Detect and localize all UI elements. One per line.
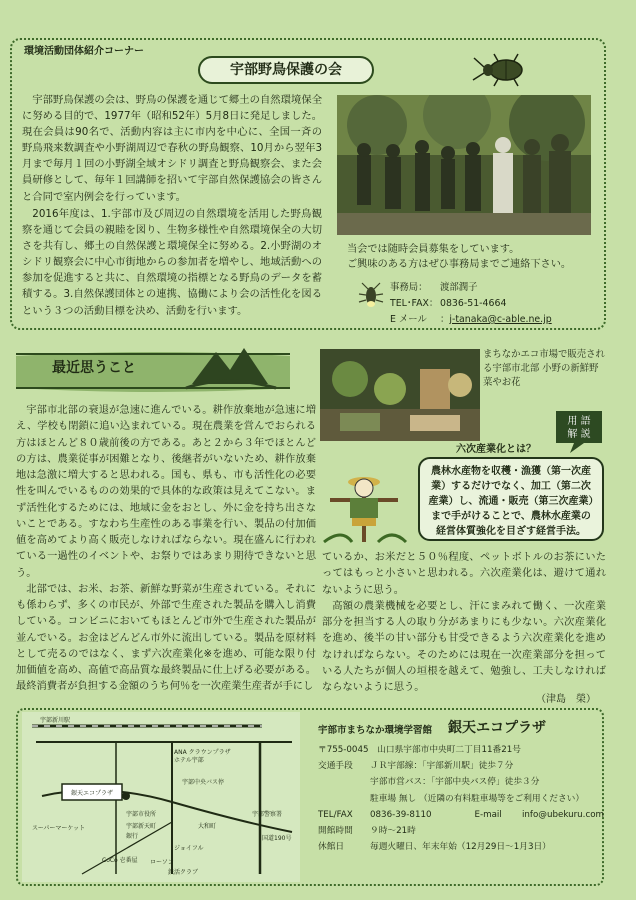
recruit-text xyxy=(347,242,597,272)
map-bank: 銀行 xyxy=(126,833,139,840)
facility-email[interactable]: info@ubekuru.com xyxy=(521,809,604,820)
closed-days: 毎週火曜日、年末年始（12月29日～1月3日） xyxy=(370,842,551,853)
map-market: スーパーマーケット xyxy=(32,825,86,832)
glossary-box xyxy=(418,457,604,541)
office-name: 渡部潤子 xyxy=(440,282,478,293)
map-ana2: ホテル宇部 xyxy=(174,757,204,764)
club-tel-label: TEL･FAX： xyxy=(390,298,439,309)
map-bus: 宇部中央バス停 xyxy=(182,779,225,786)
birdwatching-photo xyxy=(337,95,591,235)
map-daiwa: 大和町 xyxy=(198,823,217,830)
market-photo xyxy=(320,349,480,441)
essay-right-p1: ているか、お米だと５０％程度、ペットボトルのお茶にいたってはもっと小さいと思われる。六次産業化は、避けて通れないように思う。 xyxy=(322,551,606,596)
essay-right-p2: 高額の農業機械を必要とし、汗にまみれて働く、一次産業部分を担当する人の取り分があまりにも少ない。六次産業化を進め、後半の甘い部分も甘受できるよう六次産業化を進めなければならない。そのためには現在一次産業部分を担っている人たちが個人の垣根を越えて、勉強し、工夫しなければならないように思う。 xyxy=(322,599,606,693)
beetle-icon xyxy=(470,50,532,90)
svg-text:解 説: 解 説 xyxy=(567,429,591,440)
map-motomachi: 国道190号 xyxy=(262,835,292,842)
club-email-sep: ： xyxy=(440,314,450,325)
hours-label: 開館時間 xyxy=(318,826,353,837)
market-photo-caption: まちなかエコ市場で販売される宇部市北部 小野の新鮮野菜やお花 xyxy=(483,349,605,388)
map-station: 宇部新川駅 xyxy=(40,717,71,724)
author: （津島 榮） xyxy=(536,694,596,705)
facility-name: 銀天エコプラザ xyxy=(448,720,546,736)
access-jr: ＪＲ宇部線：「宇部新川駅」徒歩７分 xyxy=(370,761,514,772)
column-title: 最近思うこと xyxy=(52,360,136,376)
access-map xyxy=(22,712,300,882)
facility-info xyxy=(318,742,604,855)
glossary-text: 農林水産物を収穫・漁獲（第一次産業）するだけでなく、加工（第二次産業）し、流通・販売（第三次産業）まで手がけることで、農林水産業の経営体質強化を目ざす経営手法。 xyxy=(428,466,594,537)
map-kinrin: 宇部市役所 xyxy=(126,811,157,818)
club-email-label: E メール xyxy=(390,314,427,325)
access-label: 交通手段 xyxy=(318,761,353,772)
glossary-term: 六次産業化とは？ xyxy=(456,444,536,455)
map-police: 宇部警察署 xyxy=(252,811,283,818)
map-boat: 鉄活クラブ xyxy=(168,869,199,876)
office-label: 事務局： xyxy=(390,282,428,293)
map-jyoifuru: ジョイフル xyxy=(174,845,204,852)
recruit-line-1: 当会では随時会員募集をしています。 xyxy=(347,244,520,255)
facility-tel-label: TEL/FAX xyxy=(318,809,353,820)
glossary-badge xyxy=(552,407,606,455)
map-ana: ANA クラウンプラザ xyxy=(174,749,231,756)
essay-right xyxy=(322,549,606,695)
recruit-line-2: ご興味のある方はぜひ事務局までご連絡下さい。 xyxy=(347,259,572,270)
facility-address: 〒755-0045 山口県宇部市中央町二丁目11番21号 xyxy=(318,745,521,755)
map-suehiro: 宇部新天町 xyxy=(126,823,157,830)
club-activities-text: 2016年度は、1.宇部市及び周辺の自然環境を活用した野鳥観察を通じて会員の親睦を図り、生物多様性や自然環境保全の大切さを共有し、郷土の自然保護と環境保全に努める。2.小野湖のオシドリ観察会に中心市街地からの参加者を増やし、地域活動への参加を促進すると共に、自然環境の指標となる野鳥のデータを蓄積する。3.自然保護団体との連携、協働により会の活性化を図るという３つの活動目標を決め、活動を行います。 xyxy=(22,208,322,317)
closed-label: 休館日 xyxy=(318,842,345,853)
essay-left xyxy=(16,402,316,695)
essay-left-p2: 北部では、お米、お茶、新鮮な野菜が生産されている。それにも係わらず、多くの市民が、外部で生産された製品を購入し消費している。コンビニにおいてもほとんど市外で生産された製品が並んでいる。お金はどんどん市外に流出している。製品を原材料として売るのではなく、まず六次産業化※を進め、可能な限り付加価値を高め、高値で高品質な最終製品に仕上げる必要がある。最終消費者が負担する金額のうち何％を一次産業生産者が手にし xyxy=(16,582,316,693)
club-intro-text: 宇部野鳥保護の会は、野鳥の保護を通じて郷土の自然環境保全に努める目的で、1977年（昭和52年）5月8日に発足しました。現在会員は90名で、活動内容は主に市内を中心に、全国一斉の野鳥飛来数調査や小野湖周辺で春秋の野鳥観察、10月から翌年3月まで毎月１回の小野湖全域オシドリ調査と野鳥観察会、また会員研修として、毎年１回講師を招いて宇部自然保護協会の皆さんと合同で室内例会を行っています。 xyxy=(22,94,322,203)
club-tel: 0836-51-4664 xyxy=(440,298,507,309)
hours: ９時～21時 xyxy=(370,826,416,837)
map-coco: CoCo 壱番屋 xyxy=(102,857,138,864)
facility-email-label: E-mail xyxy=(474,809,502,820)
parking: 駐車場 無し （近隣の有料駐車場等をご利用ください） xyxy=(370,793,585,804)
map-ginten: 銀天エコプラザ xyxy=(70,790,114,797)
club-email[interactable]: j-tanaka@c-able.ne.jp xyxy=(449,314,552,325)
club-title: 宇部野鳥保護の会 xyxy=(198,56,374,84)
essay-left-p1: 宇部市北部の衰退が急速に進んでいる。耕作放棄地が急速に増え、学校も閉鎖に追い込まれている。現在農業を営んでおられる方はほとんど８０歳前後の方である。あと２から３年でほとんどの方は、農業従事が困難となり、後継者がいないため、耕作放棄地は急激に増大すると思われる。国も、県も、市も活性化の必要性を叫んでいるものの効果的で具体的な政策は見えてこない。まず活性化するためには、地域に金をおとし、外に金を持ち出さないことである。すなわち生産性のある事業を行い、製品の付加価値を高めてより高く販売しなければならない。現在盛んに行われている一過性のイベントや、お祭りではあまり期待できないと思う。 xyxy=(16,404,316,579)
facility-tel: 0836-39-8110 xyxy=(370,809,432,820)
facility-org: 宇部市まちなか環境学習館 xyxy=(318,725,433,736)
svg-text:用 語: 用 語 xyxy=(567,416,591,427)
club-contact xyxy=(390,280,590,328)
firefly-icon xyxy=(356,280,386,310)
access-bus: 宇部市営バス：「宇部中央バス停」徒歩３分 xyxy=(370,777,540,788)
corner-label: 環境活動団体紹介コーナー xyxy=(24,46,144,57)
scarecrow-icon xyxy=(322,468,408,544)
map-lawson: ローソン xyxy=(150,859,174,866)
